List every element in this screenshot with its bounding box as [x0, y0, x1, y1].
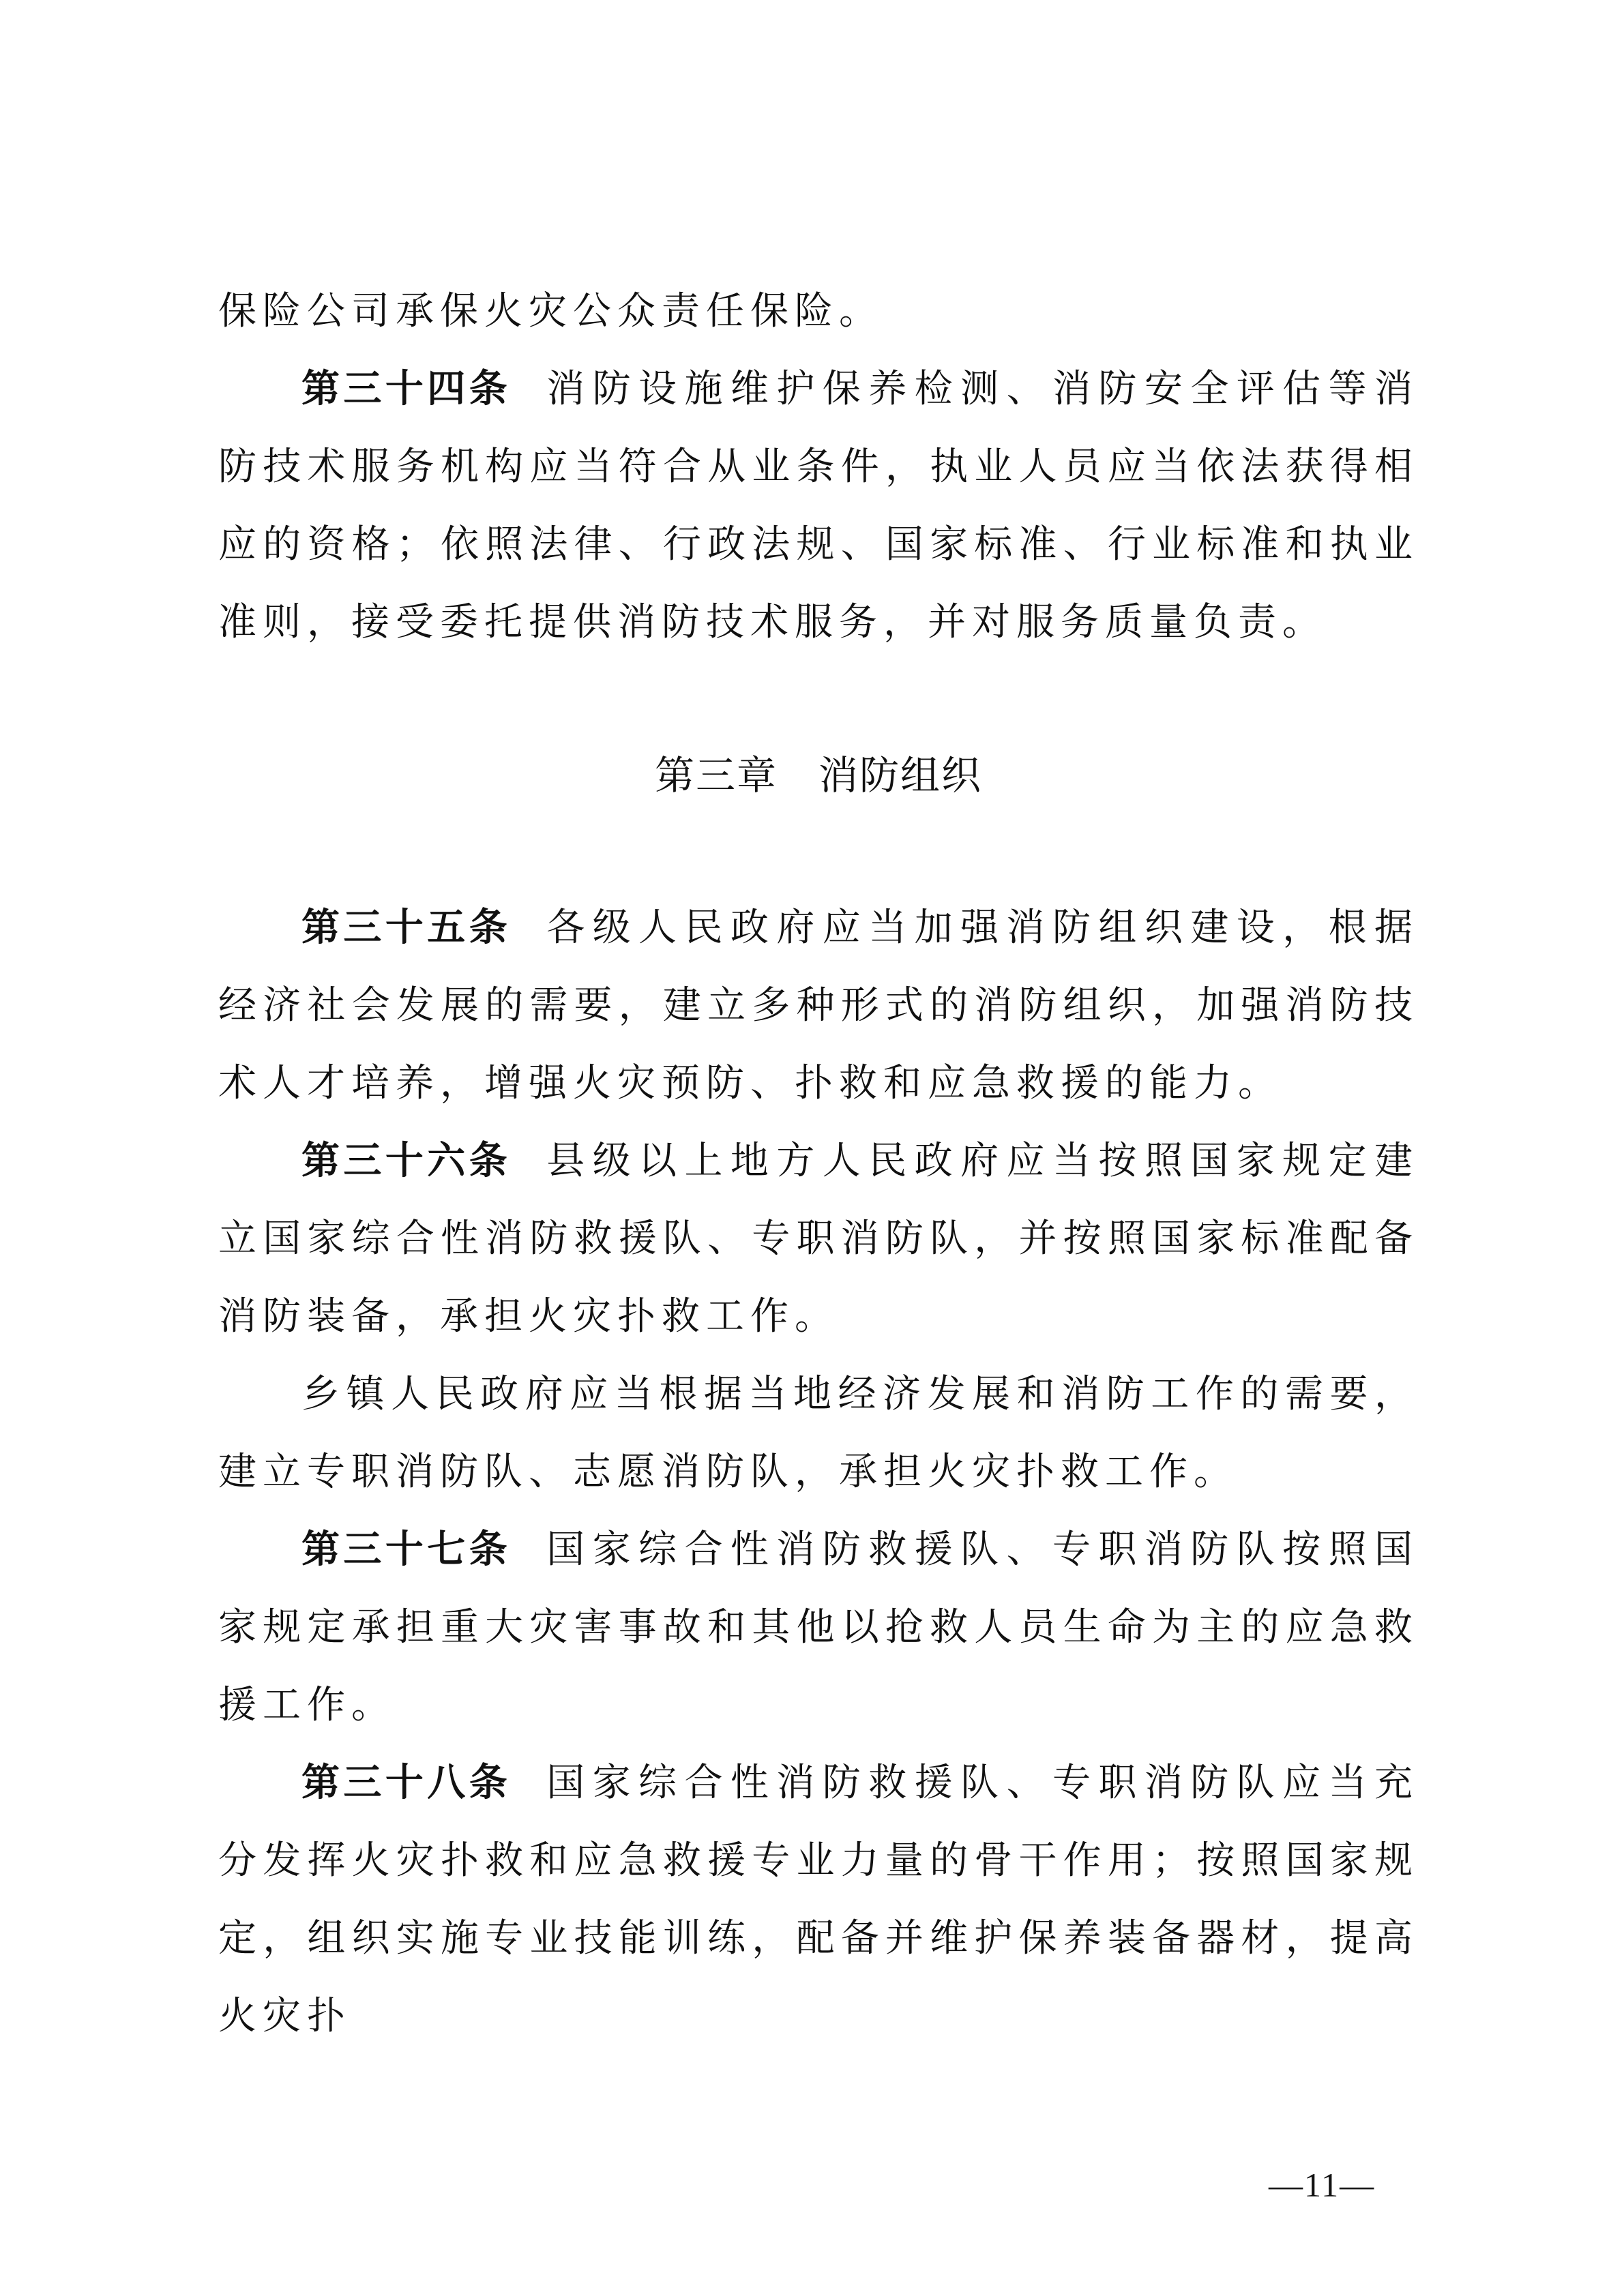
article-38 — [218, 1744, 1419, 2055]
article-35-number: 第三十五条 — [301, 906, 512, 950]
article-38-number: 第三十八条 — [301, 1761, 512, 1805]
page-number: —11— — [1269, 2166, 1376, 2204]
article-36-number: 第三十六条 — [301, 1139, 512, 1183]
article-38-text: 国家综合性消防救援队、专职消防队应当充分发挥火灾扑救和应急救援专业力量的骨干作用；按照国家规定，组织实施专业技能训练，配备并维护保养装备器材，提高火灾扑 — [218, 1761, 1419, 2038]
continuation-paragraph: 保险公司承保火灾公众责任保险。 — [218, 289, 883, 333]
article-34-text: 消防设施维护保养检测、消防安全评估等消防技术服务机构应当符合从业条件，执业人员应当依法获得相应的资格；依照法律、行政法规、国家标准、行业标准和执业准则，接受委托提供消防技术服务，并对服务质量负责。 — [218, 367, 1419, 644]
article-37-text: 国家综合性消防救援队、专职消防队按照国家规定承担重大灾害事故和其他以抢救人员生命为主的应急救援工作。 — [218, 1527, 1419, 1727]
document-body — [218, 273, 1419, 2055]
article-35 — [218, 889, 1419, 1122]
article-37 — [218, 1511, 1419, 1744]
article-34 — [218, 351, 1419, 661]
article-36 — [218, 1122, 1419, 1356]
article-35-text: 各级人民政府应当加强消防组织建设，根据经济社会发展的需要，建立多种形式的消防组织，加强消防技术人才培养，增强火灾预防、扑救和应急救援的能力。 — [218, 906, 1419, 1105]
article-36-text: 县级以上地方人民政府应当按照国家规定建立国家综合性消防救援队、专职消防队，并按照国家标准配备消防装备，承担火灾扑救工作。 — [218, 1139, 1419, 1339]
chapter-title: 消防组织 — [818, 752, 983, 799]
chapter-heading — [218, 736, 1419, 814]
article-34-number: 第三十四条 — [301, 367, 512, 411]
article-36-paragraph-2: 乡镇人民政府应当根据当地经济发展和消防工作的需要，建立专职消防队、志愿消防队，承担火灾扑救工作。 — [218, 1372, 1419, 1494]
article-37-number: 第三十七条 — [301, 1527, 512, 1572]
chapter-number: 第三章 — [654, 752, 778, 799]
